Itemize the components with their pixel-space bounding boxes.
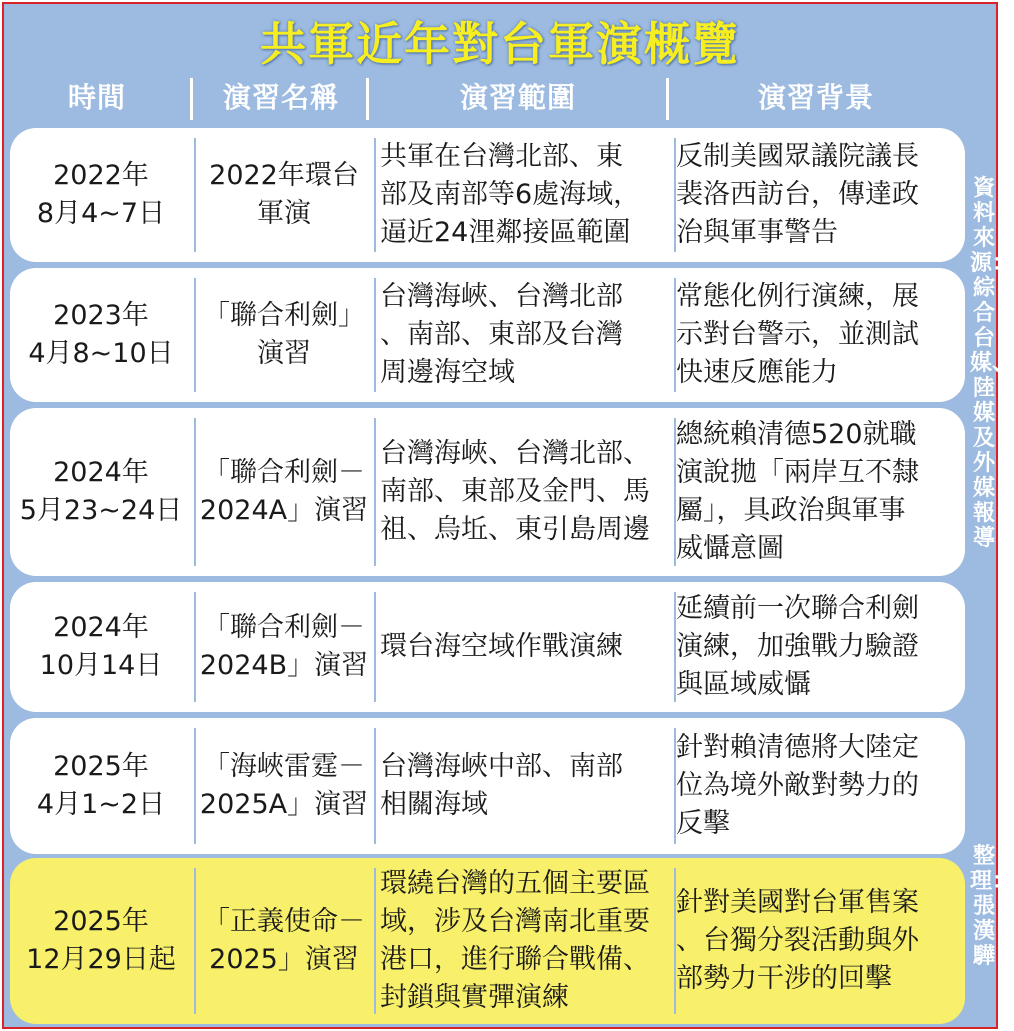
cell-exercise-name: [196, 408, 372, 576]
cell-exercise-range: [380, 268, 670, 402]
table-row: [10, 408, 965, 576]
header-exercise-background: 演習背景: [757, 81, 874, 114]
cell-exercise-background-line: 威懾意圖: [676, 533, 784, 564]
table-row: [10, 718, 965, 854]
column-divider: [374, 278, 376, 392]
cell-exercise-background-line: 總統賴清德520就職: [676, 419, 917, 450]
cell-exercise-range-line: 祖、烏坵、東引島周邊: [380, 514, 650, 545]
cell-time-line: 4月1~2日: [36, 789, 166, 820]
cell-exercise-name-line: 「聯合利劍－: [203, 457, 365, 488]
cell-exercise-range-line: 封鎖與實彈演練: [380, 982, 569, 1013]
source-note: 資料來源：綜合台媒、陸媒及外媒報導: [970, 176, 1014, 551]
cell-exercise-name-line: 2025A」演習: [199, 789, 369, 820]
table-row: [10, 858, 965, 1024]
cell-time-line: 2024年: [53, 612, 149, 643]
cell-exercise-name-line: 「正義使命－: [203, 906, 365, 937]
cell-exercise-background-line: 針對賴清德將大陸定: [676, 732, 919, 763]
cell-exercise-range: [380, 128, 670, 262]
column-divider: [674, 728, 676, 844]
cell-exercise-name-line: 「聯合利劍－: [203, 612, 365, 643]
table-row: [10, 268, 965, 402]
cell-exercise-name: [196, 718, 372, 854]
cell-exercise-range: [380, 582, 670, 712]
cell-exercise-range-line: 共軍在台灣北部、東: [380, 141, 623, 172]
column-divider: [374, 138, 376, 252]
cell-time: [10, 858, 192, 1024]
cell-exercise-background-line: 、台獨分裂活動與外: [676, 925, 919, 956]
cell-exercise-background: [676, 582, 956, 712]
cell-exercise-range-line: 台灣海峽中部、南部: [380, 751, 623, 782]
infographic-title: 共軍近年對台軍演概覽: [260, 17, 740, 71]
cell-exercise-background-line: 演練，加強戰力驗證: [676, 631, 919, 662]
cell-time: [10, 718, 192, 854]
cell-exercise-range-line: 相關海域: [380, 789, 488, 820]
cell-exercise-name-line: 「聯合利劍」: [203, 300, 365, 331]
cell-exercise-name: [196, 582, 372, 712]
column-divider: [674, 138, 676, 252]
cell-time-line: 12月29日起: [26, 944, 176, 975]
header-exercise-name: 演習名稱: [222, 81, 339, 114]
cell-exercise-range-line: 南部、東部及金門、馬: [380, 476, 650, 507]
cell-exercise-name-line: 2024A」演習: [199, 495, 369, 526]
column-divider: [194, 278, 196, 392]
column-divider: [674, 418, 676, 566]
cell-exercise-range-line: 部及南部等6處海域，: [380, 179, 641, 210]
cell-time-line: 2023年: [53, 300, 149, 331]
header-divider: [190, 78, 193, 120]
column-divider: [374, 418, 376, 566]
cell-exercise-background-line: 部勢力干涉的回擊: [676, 963, 892, 994]
cell-time-line: 2025年: [53, 906, 149, 937]
header-divider: [666, 78, 669, 120]
cell-exercise-background-line: 快速反應能力: [676, 357, 838, 388]
cell-exercise-background-line: 延續前一次聯合利劍: [676, 593, 919, 624]
cell-exercise-range-line: 環繞台灣的五個主要區: [380, 868, 650, 899]
cell-exercise-background-line: 常態化例行演練，展: [676, 281, 919, 312]
cell-exercise-background-line: 與區域威懾: [676, 669, 811, 700]
cell-exercise-range-line: 台灣海峽、台灣北部: [380, 281, 623, 312]
column-divider: [674, 592, 676, 702]
cell-exercise-name-line: 2022年環台: [209, 160, 359, 191]
cell-exercise-name-line: 2025」演習: [209, 944, 359, 975]
cell-time-line: 2022年: [53, 160, 149, 191]
cell-time-line: 10月14日: [39, 650, 163, 681]
cell-exercise-range-line: 港口，進行聯合戰備、: [380, 944, 650, 975]
column-divider: [194, 138, 196, 252]
cell-time-line: 2025年: [53, 751, 149, 782]
cell-exercise-name: [196, 128, 372, 262]
header-time: 時間: [67, 81, 126, 114]
editor-note: 整理：張漢驊: [970, 844, 1014, 969]
cell-time-line: 5月23~24日: [19, 495, 183, 526]
cell-exercise-range-line: 域，涉及台灣南北重要: [380, 906, 650, 937]
cell-exercise-name: [196, 268, 372, 402]
cell-exercise-range: [380, 408, 670, 576]
cell-exercise-range-line: 環台海空域作戰演練: [380, 631, 623, 662]
cell-exercise-name-line: 「海峽雷霆－: [203, 751, 365, 782]
cell-exercise-background: [676, 858, 956, 1024]
cell-exercise-range: [380, 858, 670, 1024]
column-divider: [674, 868, 676, 1014]
cell-exercise-background-line: 屬」，具政治與軍事: [676, 495, 906, 526]
column-divider: [374, 868, 376, 1014]
cell-exercise-background-line: 針對美國對台軍售案: [676, 887, 919, 918]
cell-exercise-range-line: 台灣海峽、台灣北部、: [380, 438, 650, 469]
cell-exercise-background: [676, 268, 956, 402]
cell-exercise-name-line: 演習: [257, 338, 311, 369]
column-divider: [374, 728, 376, 844]
table-row: [10, 128, 965, 262]
cell-exercise-background-line: 反擊: [676, 808, 730, 839]
cell-time: [10, 582, 192, 712]
cell-time: [10, 408, 192, 576]
column-divider: [194, 728, 196, 844]
cell-exercise-name: [196, 858, 372, 1024]
table-row: [10, 582, 965, 712]
column-divider: [194, 592, 196, 702]
infographic-frame: [2, 2, 1014, 1029]
cell-exercise-background-line: 反制美國眾議院議長: [676, 141, 919, 172]
cell-exercise-range: [380, 718, 670, 854]
cell-time: [10, 128, 192, 262]
cell-time-line: 4月8~10日: [28, 338, 174, 369]
cell-exercise-range-line: 、南部、東部及台灣: [380, 319, 623, 350]
column-divider: [194, 868, 196, 1014]
cell-exercise-background: [676, 718, 956, 854]
cell-exercise-background-line: 示對台警示，並測試: [676, 319, 919, 350]
cell-exercise-background-line: 治與軍事警告: [676, 217, 838, 248]
cell-exercise-range-line: 周邊海空域: [380, 357, 515, 388]
cell-time-line: 8月4~7日: [36, 198, 166, 229]
header-exercise-range: 演習範圍: [459, 81, 576, 114]
cell-exercise-range-line: 逼近24浬鄰接區範圍: [380, 217, 631, 248]
column-divider: [194, 418, 196, 566]
cell-exercise-name-line: 2024B」演習: [199, 650, 369, 681]
column-divider: [374, 592, 376, 702]
cell-exercise-background-line: 裴洛西訪台，傳達政: [676, 179, 919, 210]
cell-time-line: 2024年: [53, 457, 149, 488]
cell-exercise-background-line: 演說拋「兩岸互不隸: [676, 457, 919, 488]
cell-exercise-name-line: 軍演: [257, 198, 311, 229]
cell-exercise-background: [676, 408, 956, 576]
cell-exercise-background: [676, 128, 956, 262]
cell-time: [10, 268, 192, 402]
header-divider: [366, 78, 369, 120]
column-divider: [674, 278, 676, 392]
cell-exercise-background-line: 位為境外敵對勢力的: [676, 770, 919, 801]
